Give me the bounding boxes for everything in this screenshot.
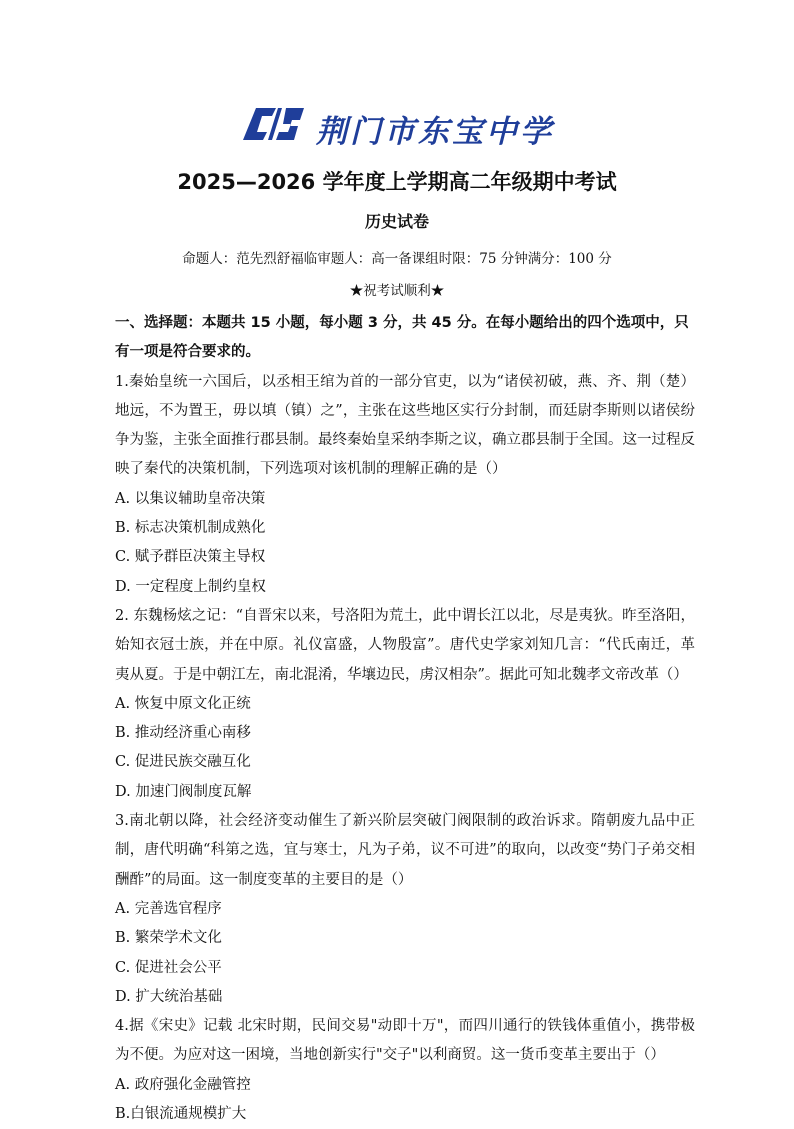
exam-content: [115, 309, 695, 1129]
exam-title: 2025—2026 学年度上学期高二年级期中考试: [177, 170, 617, 194]
good-luck-line: ★祝考试顺利★: [349, 283, 445, 299]
option-list: [115, 690, 695, 807]
option-d: D. 加速门阀制度瓦解: [115, 783, 252, 800]
option-a: A. 恢复中原文化正统: [115, 695, 251, 712]
school-name-logo-text: 荆门市东宝中学: [316, 114, 554, 150]
option-b: B.白银流通规模扩大: [115, 1106, 247, 1123]
section-heading: 一、选择题：本题共 15 小题，每小题 3 分，共 45 分。在每小题给出的四个选项中，只有一项是符合要求的。: [115, 315, 689, 361]
option-b: B. 标志决策机制成熟化: [115, 520, 266, 537]
question-stem: 4.据《宋史》记载 北宋时期，民间交易"动即十万"，而四川通行的铁钱体重值小，携带极为不便。为应对这一困境，当地创新实行"交子"以利商贸。这一货币变革主要出于（）: [115, 1018, 695, 1064]
option-a: A. 完善选官程序: [115, 900, 222, 917]
question-stem: 2. 东魏杨炫之记：“自晋宋以来，号洛阳为荒土，此中谓长江以北，尽是夷狄。昨至洛阳，始知衣冠士族，并在中原。礼仪富盛，人物殷富”。唐代史学家刘知几言：“代氏南迁，革夷从夏。于是中朝江左，南北混淆，华壤边民，虏汉相杂”。据此可知北魏孝文帝改革（）: [115, 607, 695, 683]
exam-subtitle: 历史试卷: [364, 212, 429, 231]
school-emblem-icon: [242, 104, 306, 144]
option-list: [115, 1071, 695, 1129]
question-1: [115, 368, 695, 602]
question-stem: 1.秦始皇统一六国后，以丞相王绾为首的一部分官吏，以为“诸侯初破，燕、齐、荆（楚）地远，不为置王，毋以填（镇）之”，主张在这些地区实行分封制，而廷尉李斯则以诸侯纷争为鉴，主张全面推行郡县制。最终秦始皇采纳李斯之议，确立郡县制于全国。这一过程反映了秦代的决策机制，下列选项对该机制的理解正确的是（）: [115, 373, 695, 478]
option-list: [115, 895, 695, 1012]
question-3: [115, 807, 695, 1012]
option-c: C. 赋予群臣决策主导权: [115, 549, 266, 566]
option-a: A. 政府强化金融管控: [115, 1076, 251, 1093]
option-c: C. 促进社会公平: [115, 959, 222, 976]
option-d: D. 一定程度上制约皇权: [115, 578, 266, 595]
question-4: [115, 1012, 695, 1129]
option-a: A. 以集议辅助皇帝决策: [115, 490, 266, 507]
option-d: D. 扩大统治基础: [115, 988, 223, 1005]
option-c: C. 促进民族交融互化: [115, 754, 251, 771]
question-stem: 3.南北朝以降，社会经济变动催生了新兴阶层突破门阀限制的政治诉求。隋朝废九品中正制，唐代明确“科第之选，宜与寒士，凡为子弟，议不可进”的取向，以改变“势门子弟交相酬酢”的局面。这一制度变革的主要目的是（）: [115, 813, 695, 888]
option-b: B. 推动经济重心南移: [115, 725, 251, 742]
school-logo: [242, 104, 562, 150]
exam-meta-info: 命题人：范先烈舒福临审题人：高一备课组时限：75 分钟满分：100 分: [182, 251, 612, 267]
option-list: [115, 485, 695, 602]
option-b: B. 繁荣学术文化: [115, 930, 222, 947]
question-2: [115, 602, 695, 807]
